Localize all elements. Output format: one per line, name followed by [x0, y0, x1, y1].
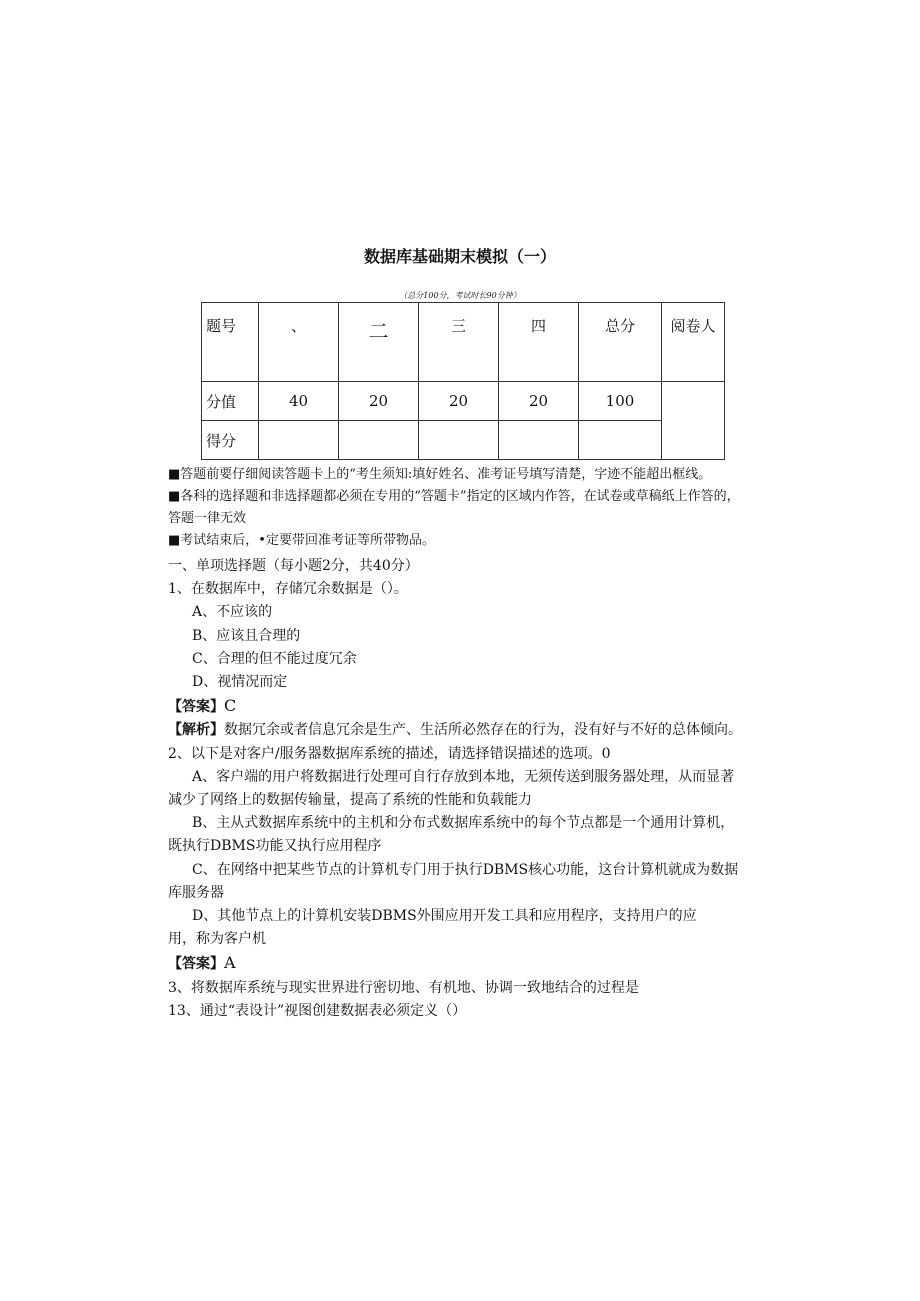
value-cell: 100 [579, 382, 662, 421]
header-cell: 四 [499, 303, 579, 382]
score-table-header-row [202, 303, 725, 382]
value-cell: 20 [339, 382, 419, 421]
question-1-option-b: B、应该且合理的 [192, 627, 301, 644]
header-cell: 总分 [579, 303, 662, 382]
note-item: ■各科的选择题和非选择题都必须在专用的“答题卡”指定的区域内作答，在试卷或草稿纸上作答的，答题一律无效 [168, 489, 740, 526]
section-title: 一、单项选择题 [168, 558, 266, 574]
score-cell [259, 421, 339, 460]
question-2-option-d-line1: D、其他节点上的计算机安装DBMS外围应用开发工具和应用程序，支持用户的应 [192, 908, 697, 925]
score-cell [339, 421, 419, 460]
question-2-option-a: A、客户端的用户将数据进行处理可自行存放到本地，无须传送到服务器处理，从而显著减少了网络上的数据传输量，提高了系统的性能和负载能力 [168, 768, 735, 809]
question-1-stem: 1、在数据库中，存储冗余数据是（）。 [168, 581, 408, 598]
exam-title: 数据库基础期末模拟（一） [363, 247, 556, 266]
question-2-option-d-line2: 用，称为客户机 [168, 931, 266, 948]
score-table [201, 302, 725, 460]
note-item: ■答题前要仔细阅读答题卡上的“考生须知:填好姓名、准考证号填写清楚，字迹不能超出框线。 [168, 467, 712, 482]
question-1-analysis [168, 719, 748, 742]
question-1-answer [168, 694, 748, 719]
score-cell [579, 421, 662, 460]
questions-body [168, 555, 748, 1023]
question-2-answer [168, 951, 748, 976]
value-cell: 20 [419, 382, 499, 421]
question-3-stem: 3、将数据库系统与现实世界进行密切地、有机地、协调一致地结合的过程是 [168, 979, 639, 996]
header-cell: 二 [339, 303, 419, 382]
answer-value: A [224, 953, 236, 973]
score-values-row [202, 382, 725, 421]
analysis-label: 【解析】 [168, 722, 224, 739]
header-cell: 三 [419, 303, 499, 382]
question-1-option-c: C、合理的但不能过度冗余 [192, 650, 357, 667]
score-cell [419, 421, 499, 460]
question-13-stem: 13、通过“表设计”视图创建数据表必须定义（） [168, 1002, 467, 1019]
value-cell: 40 [259, 382, 339, 421]
question-2-option-c: C、在网络中把某些节点的计算机专门用于执行DBMS核心功能，这台计算机就成为数据库服务器 [168, 861, 739, 901]
header-cell: 、 [259, 303, 339, 382]
score-cell [499, 421, 579, 460]
value-cell: 20 [499, 382, 579, 421]
answer-label: 【答案】 [168, 956, 224, 973]
section-meta: （每小题2分，共40分） [266, 558, 419, 574]
reviewer-header-cell: 阅卷人 [662, 303, 725, 382]
question-1-option-a: A、不应该的 [192, 604, 273, 621]
reviewer-cell [662, 382, 725, 460]
exam-subtitle: （总分100分，考试时长90分钟） [399, 291, 521, 300]
question-2-stem: 2、以下是对客户/服务器数据库系统的描述，请选择错误描述的选项。0 [168, 745, 611, 762]
score-obtained-row [202, 421, 725, 460]
answer-label: 【答案】 [168, 699, 224, 716]
section-heading [168, 555, 748, 578]
score-label-cell: 得分 [202, 421, 259, 460]
exam-notes [168, 464, 748, 552]
analysis-text: 数据冗余或者信息冗余是生产、生活所必然存在的行为，没有好与不好的总体倾向。 [224, 722, 742, 739]
header-cell: 题号 [202, 303, 259, 382]
note-item: ■考试结束后，•定要带回准考证等所带物品。 [168, 533, 435, 548]
question-2-option-b: B、主从式数据库系统中的主机和分布式数据库系统中的每个节点都是一个通用计算机，既执行DBMS功能又执行应用程序 [168, 815, 735, 855]
values-label-cell: 分值 [202, 382, 259, 421]
answer-value: C [224, 696, 237, 716]
question-1-option-d: D、视情况而定 [192, 674, 288, 691]
